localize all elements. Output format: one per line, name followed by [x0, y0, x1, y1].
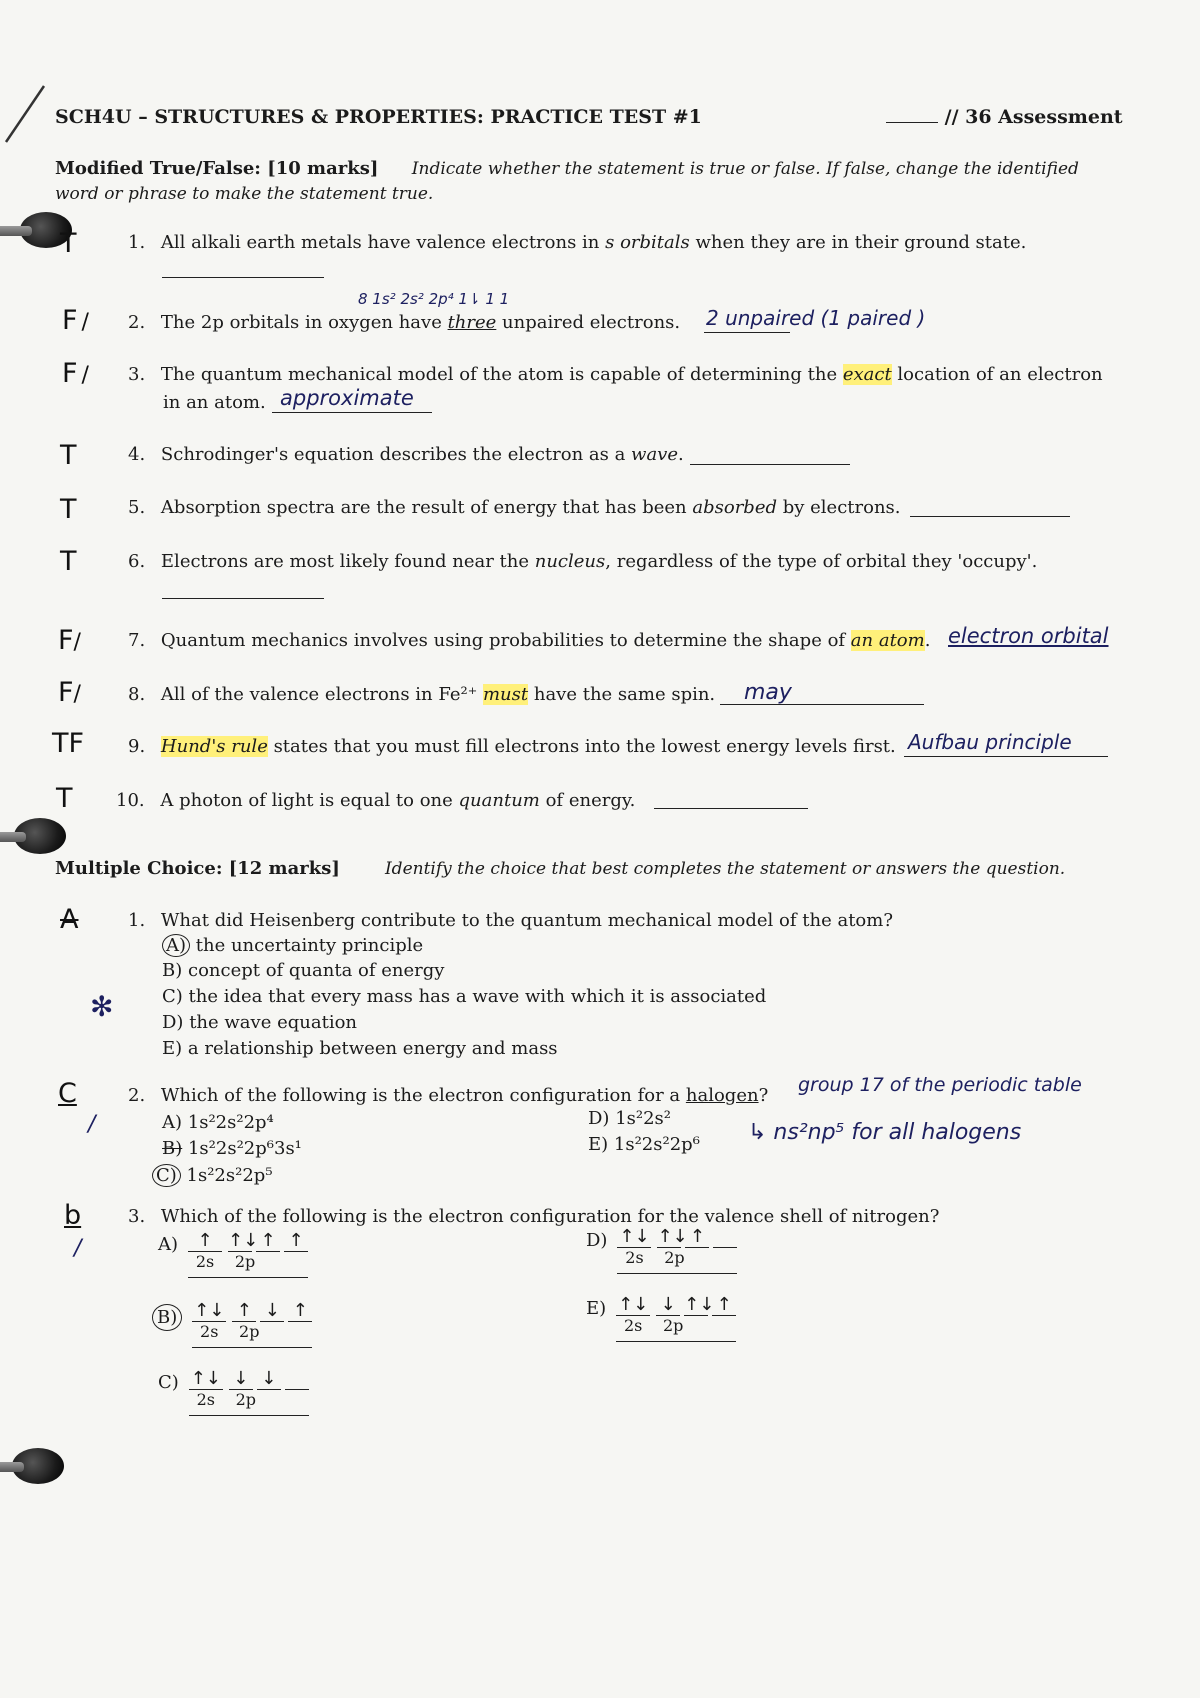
- orbital-diagram: [189, 1368, 309, 1416]
- tf-item-7: [128, 630, 930, 651]
- orbital-diagram: [188, 1230, 308, 1278]
- orbital-choice-letter: C): [158, 1372, 179, 1393]
- orbital-2p-label: 2p: [662, 1316, 684, 1335]
- orbital-choice-letter: A): [158, 1234, 179, 1255]
- tf-answer-7: F/: [58, 625, 81, 656]
- tf-blank-4[interactable]: [690, 464, 850, 465]
- mc-q3-choice-a[interactable]: [158, 1230, 308, 1278]
- orbital-2s-label: 2s: [623, 1316, 643, 1335]
- tf-text-5: Absorption spectra are the result of energy that has been absorbed by electrons.: [160, 497, 901, 518]
- mc-q1-choice-c[interactable]: C) the idea that every mass has a wave with which it is associated: [162, 986, 767, 1007]
- tf-note-above-2: 8 1s² 2s² 2p⁴ 1⇂ 1 1: [358, 290, 510, 308]
- tf-answer-5: T: [60, 494, 77, 525]
- orbital-2p-label: 2p: [239, 1322, 260, 1341]
- tf-answer-1: T: [60, 228, 77, 259]
- score-box: [886, 106, 1123, 128]
- orbital-2p-electrons: ↑: [292, 1300, 308, 1321]
- orbital-2p-label: 2p: [664, 1248, 685, 1267]
- tf-answer-10: T: [56, 783, 73, 814]
- orbital-2p-label: 2p: [235, 1390, 256, 1409]
- mc-instr: Identify the choice that best completes the statement or answers the question.: [384, 859, 1066, 879]
- tf-answer-9: TF: [52, 728, 85, 759]
- tf-item-4: [128, 444, 684, 465]
- mc-q1-stem: 1. What did Heisenberg contribute to the quantum mechanical model of the atom?: [128, 910, 893, 931]
- orbital-2p-electrons: [713, 1226, 737, 1247]
- tf-blank-5[interactable]: [910, 516, 1070, 517]
- mc-q3-choice-c[interactable]: [158, 1368, 309, 1416]
- mc-answer-1: A: [60, 904, 79, 935]
- tf-item-2: [128, 312, 680, 333]
- mc-q3-choice-d[interactable]: [586, 1226, 737, 1274]
- tf-text-2: The 2p orbitals in oxygen have three unpaired electrons.: [160, 312, 681, 333]
- orbital-2s-electrons: ↑↓: [194, 1300, 225, 1321]
- tf-num-3: 3.: [128, 364, 146, 385]
- orbital-choice-letter: D): [586, 1230, 608, 1251]
- mc-q2-choice-a[interactable]: A) 1s²2s²2p⁴: [162, 1112, 274, 1133]
- test-title: SCH4U – STRUCTURES & PROPERTIES: PRACTICE TEST #1: [55, 106, 702, 128]
- orbital-2p-electrons: ↓: [660, 1294, 676, 1315]
- binder-ring-middle: [14, 818, 66, 854]
- tf-instructions: [55, 158, 1079, 179]
- tf-text-4: Schrodinger's equation describes the electron as a wave.: [160, 444, 684, 465]
- tf-blank-2[interactable]: [704, 332, 790, 333]
- tf-item-8: [128, 684, 715, 705]
- tf-text-7: Quantum mechanics involves using probabilities to determine the shape of an atom.: [160, 630, 931, 651]
- tf-text-6: Electrons are most likely found near the nucleus, regardless of the type of orbital they 'occupy'.: [160, 551, 1038, 572]
- binder-ring-bottom: [12, 1448, 64, 1484]
- tf-num-10: 10.: [116, 790, 145, 811]
- tf-item-5: [128, 497, 901, 518]
- mc-q1-choice-e[interactable]: E) a relationship between energy and mass: [162, 1038, 558, 1059]
- mc-q3-choice-e[interactable]: [586, 1294, 736, 1342]
- tf-blank-1[interactable]: [162, 277, 324, 278]
- tf-num-6: 6.: [128, 551, 146, 572]
- tf-instr-line1: Indicate whether the statement is true or false. If false, change the identified: [411, 159, 1079, 179]
- score-blank: [886, 106, 938, 123]
- tf-text-1: All alkali earth metals have valence electrons in s orbitals when they are in their ground state.: [160, 232, 1027, 253]
- orbital-2p-electrons: ↓: [261, 1368, 277, 1389]
- mc-q3-stem: 3. Which of the following is the electron configuration for the valence shell of nitrogen?: [128, 1206, 940, 1227]
- orbital-diagram: [616, 1294, 736, 1342]
- tf-text-10: A photon of light is equal to one quantum of energy.: [160, 790, 636, 811]
- orbital-2p-electrons: ↑: [260, 1230, 276, 1251]
- tf-num-2: 2.: [128, 312, 146, 333]
- orbital-2p-electrons: ↓: [233, 1368, 249, 1389]
- tf-correction-2: 2 unpaired (1 paired ): [706, 306, 926, 330]
- orbital-2p-electrons: ↑: [236, 1300, 252, 1321]
- tf-instr-line2: word or phrase to make the statement true.: [55, 184, 434, 204]
- orbital-2p-label: 2p: [234, 1252, 256, 1271]
- orbital-2s-electrons: ↑↓: [619, 1226, 650, 1247]
- mc-q2-note1: group 17 of the periodic table: [798, 1074, 1082, 1096]
- tf-correction-7: electron orbital: [948, 624, 1109, 648]
- orbital-diagram: [192, 1300, 312, 1348]
- tf-blank-6[interactable]: [162, 598, 324, 599]
- tf-text-3-line2: in an atom.: [163, 392, 266, 413]
- tf-item-6: [128, 551, 1037, 572]
- orbital-2s-electrons: ↑: [197, 1230, 213, 1251]
- tf-blank-9[interactable]: [904, 756, 1108, 757]
- tf-heading: Modified True/False: [10 marks]: [55, 158, 379, 179]
- mc-q1-choice-d[interactable]: D) the wave equation: [162, 1012, 358, 1033]
- mc-tick-3: /: [74, 1236, 82, 1261]
- mc-star-1: ✻: [90, 990, 114, 1023]
- pen-mark: [0, 80, 50, 150]
- orbital-choice-letter: E): [586, 1298, 607, 1319]
- mc-q2-choice-b[interactable]: B) 1s²2s²2p⁶3s¹: [162, 1138, 302, 1159]
- mc-heading: Multiple Choice: [12 marks]: [55, 858, 340, 879]
- mc-tick-2: /: [88, 1112, 96, 1137]
- mc-q1-choice-b[interactable]: B) concept of quanta of energy: [162, 960, 445, 981]
- tf-item-3: [128, 364, 1103, 385]
- tf-blank-10[interactable]: [654, 808, 808, 809]
- tf-num-5: 5.: [128, 497, 146, 518]
- tf-item-10: [116, 790, 635, 811]
- mc-q3-choice-b[interactable]: [152, 1300, 312, 1348]
- orbital-2p-electrons: ↑: [716, 1294, 732, 1315]
- orbital-2s-electrons: ↑↓: [190, 1368, 221, 1389]
- tf-answer-3: F /: [62, 358, 89, 389]
- orbital-2p-electrons: ↑↓: [684, 1294, 715, 1315]
- tf-answer-4: T: [60, 440, 77, 471]
- mc-answer-3: b: [64, 1200, 82, 1231]
- mc-instructions: [55, 858, 1065, 879]
- tf-answer-8: F/: [58, 677, 81, 708]
- orbital-2s-label: 2s: [195, 1252, 215, 1271]
- mc-q2-choice-d[interactable]: D) 1s²2s²: [588, 1108, 672, 1129]
- mc-q1-choice-a[interactable]: A) the uncertainty principle: [162, 934, 423, 957]
- orbital-2p-electrons: ↑: [689, 1226, 706, 1247]
- tf-answer-2: F /: [62, 305, 89, 336]
- tf-num-7: 7.: [128, 630, 146, 651]
- orbital-2s-label: 2s: [196, 1390, 215, 1409]
- tf-num-9: 9.: [128, 736, 146, 757]
- tf-text-3: The quantum mechanical model of the atom is capable of determining the exact location of an electron: [160, 364, 1103, 385]
- mc-q2-choice-e[interactable]: E) 1s²2s²2p⁶: [588, 1134, 700, 1155]
- tf-num-1: 1.: [128, 232, 146, 253]
- tf-item-1: [128, 232, 1026, 253]
- tf-correction-8: may: [744, 680, 792, 705]
- tf-blank-8[interactable]: [720, 704, 924, 705]
- tf-blank-3[interactable]: [272, 412, 432, 413]
- tf-num-8: 8.: [128, 684, 146, 705]
- tf-item-9: [128, 736, 896, 757]
- tf-text-8: All of the valence electrons in Fe²⁺ must have the same spin.: [160, 684, 716, 705]
- orbital-2p-electrons: ↓: [264, 1300, 280, 1321]
- orbital-2p-electrons: ↑↓: [657, 1226, 688, 1247]
- orbital-2p-electrons: ↑: [288, 1230, 304, 1251]
- mc-q2-note2: ↳ ns²np⁵ for all halogens: [748, 1120, 1022, 1145]
- tf-correction-3: approximate: [280, 386, 414, 410]
- orbital-2s-electrons: ↑↓: [618, 1294, 649, 1315]
- tf-num-4: 4.: [128, 444, 146, 465]
- tf-text-9: Hund's rule states that you must fill electrons into the lowest energy levels first.: [160, 736, 896, 757]
- orbital-2s-label: 2s: [200, 1322, 219, 1341]
- mc-answer-2: C: [58, 1078, 77, 1109]
- orbital-2p-electrons: ↑↓: [228, 1230, 259, 1251]
- tf-correction-9: Aufbau principle: [908, 730, 1072, 754]
- orbital-choice-letter: B): [152, 1304, 182, 1331]
- orbital-2p-electrons: [285, 1368, 309, 1389]
- mc-q2-stem: 2. Which of the following is the electron configuration for a halogen?: [128, 1085, 769, 1106]
- orbital-2s-label: 2s: [625, 1248, 644, 1267]
- mc-q2-choice-c[interactable]: C) 1s²2s²2p⁵: [152, 1164, 273, 1187]
- score-label: // 36 Assessment: [944, 106, 1123, 128]
- orbital-diagram: [617, 1226, 737, 1274]
- tf-answer-6: T: [60, 546, 77, 577]
